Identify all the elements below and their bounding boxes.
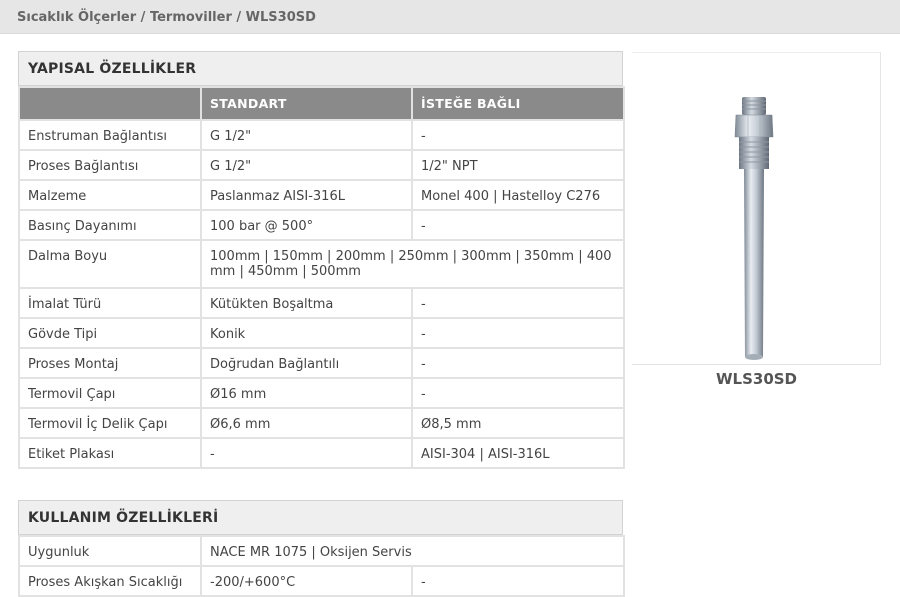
- row-label: Termovil Çapı: [19, 378, 201, 408]
- row-optional: AISI-304 | AISI-316L: [412, 438, 624, 468]
- row-standard: NACE MR 1075 | Oksijen Servis: [201, 536, 624, 566]
- structural-specs-table: [18, 86, 625, 469]
- row-optional: Ø8,5 mm: [412, 408, 624, 438]
- row-standard: 100 bar @ 500°: [201, 210, 412, 240]
- row-standard: Ø16 mm: [201, 378, 412, 408]
- header-optional: İSTEĞE BAĞLI: [412, 87, 624, 120]
- row-label: Proses Montaj: [19, 348, 201, 378]
- row-optional: -: [412, 120, 624, 150]
- row-standard: Doğrudan Bağlantılı: [201, 348, 412, 378]
- row-standard: 100mm | 150mm | 200mm | 250mm | 300mm | 350mm | 400mm | 450mm | 500mm: [201, 240, 624, 288]
- row-standard: Ø6,6 mm: [201, 408, 412, 438]
- row-standard: Paslanmaz AISI-316L: [201, 180, 412, 210]
- row-label: İmalat Türü: [19, 288, 201, 318]
- table-row: [19, 180, 624, 210]
- row-label: Basınç Dayanımı: [19, 210, 201, 240]
- row-label: Proses Akışkan Sıcaklığı: [19, 566, 201, 596]
- product-image-frame: [632, 52, 881, 365]
- product-name: WLS30SD: [715, 370, 798, 388]
- table-row: [19, 536, 624, 566]
- table-row: [19, 240, 624, 288]
- row-standard: G 1/2": [201, 120, 412, 150]
- row-label: Enstruman Bağlantısı: [19, 120, 201, 150]
- table-row: [19, 438, 624, 468]
- row-label: Etiket Plakası: [19, 438, 201, 468]
- row-optional: -: [412, 210, 624, 240]
- row-label: Proses Bağlantısı: [19, 150, 201, 180]
- thermowell-image: [632, 53, 881, 366]
- row-optional: Monel 400 | Hastelloy C276: [412, 180, 624, 210]
- row-label: Dalma Boyu: [19, 240, 201, 288]
- row-optional: 1/2" NPT: [412, 150, 624, 180]
- structural-specs-section: [18, 51, 623, 469]
- row-label: Malzeme: [19, 180, 201, 210]
- table-row: [19, 378, 624, 408]
- row-label: Termovil İç Delik Çapı: [19, 408, 201, 438]
- table-row: [19, 348, 624, 378]
- usage-specs-section: [18, 500, 623, 597]
- usage-specs-table: [18, 535, 625, 597]
- row-optional: -: [412, 566, 624, 596]
- row-optional: -: [412, 348, 624, 378]
- row-optional: -: [412, 318, 624, 348]
- table-row: [19, 288, 624, 318]
- table-row: [19, 318, 624, 348]
- table-header-row: [19, 87, 624, 120]
- table-row: [19, 210, 624, 240]
- row-label: Uygunluk: [19, 536, 201, 566]
- header-empty: [19, 87, 201, 120]
- breadcrumb: Sıcaklık Ölçerler / Termoviller / WLS30SD: [0, 0, 900, 34]
- usage-specs-title: KULLANIM ÖZELLİKLERİ: [18, 500, 623, 535]
- table-row: [19, 150, 624, 180]
- row-standard: Kütükten Boşaltma: [201, 288, 412, 318]
- row-standard: Konik: [201, 318, 412, 348]
- row-standard: G 1/2": [201, 150, 412, 180]
- row-standard: -200/+600°C: [201, 566, 412, 596]
- row-label: Gövde Tipi: [19, 318, 201, 348]
- row-optional: -: [412, 288, 624, 318]
- row-standard: -: [201, 438, 412, 468]
- table-row: [19, 408, 624, 438]
- row-optional: -: [412, 378, 624, 408]
- header-standard: STANDART: [201, 87, 412, 120]
- table-row: [19, 120, 624, 150]
- structural-specs-title: YAPISAL ÖZELLİKLER: [18, 51, 623, 86]
- table-row: [19, 566, 624, 596]
